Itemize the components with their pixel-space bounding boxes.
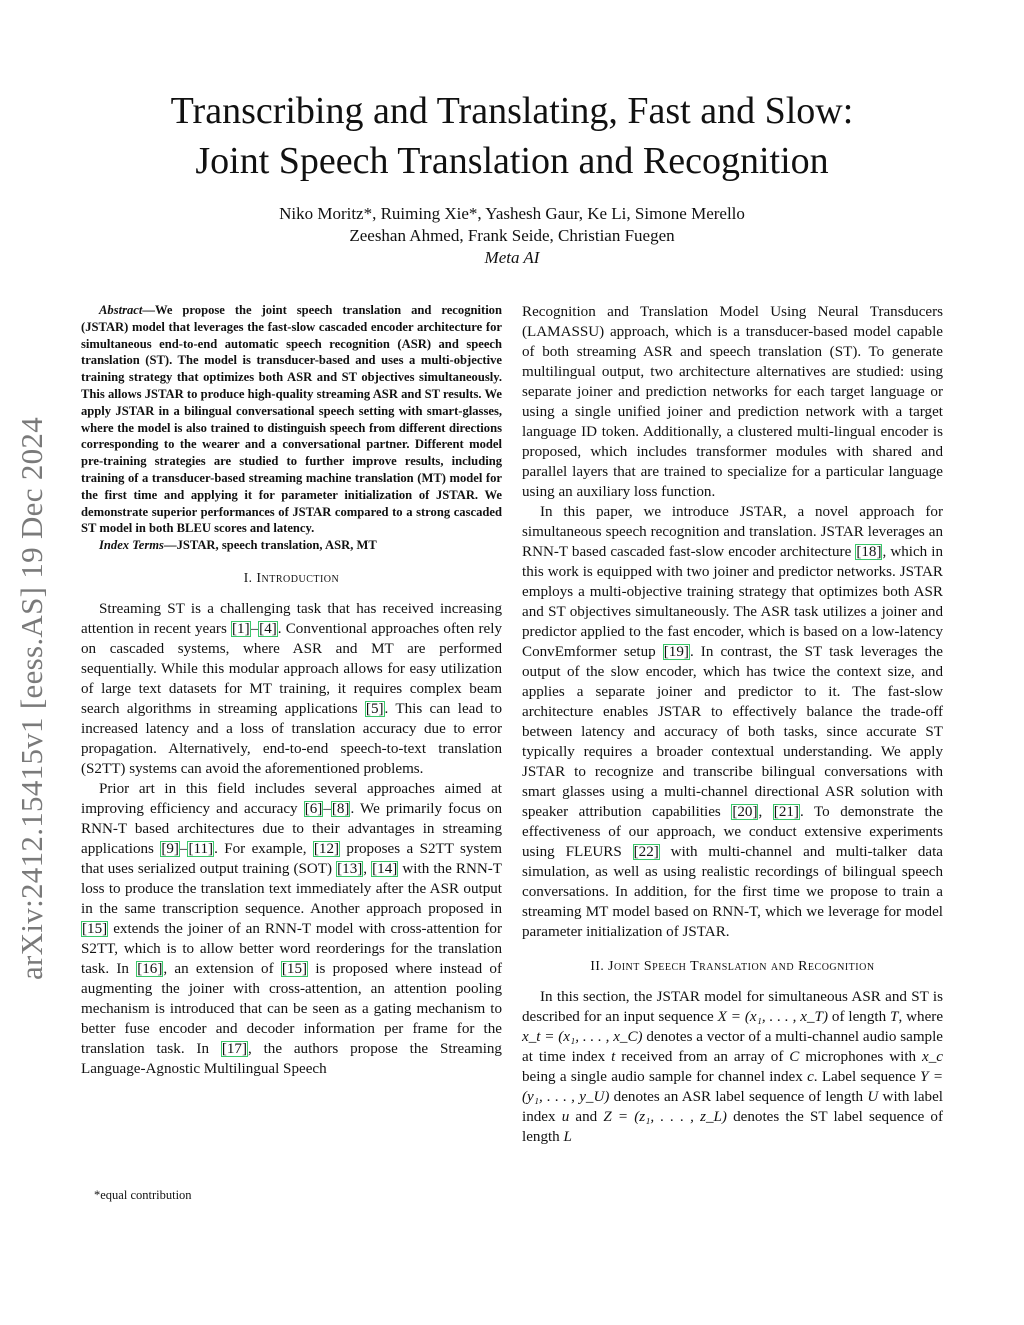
citation-link[interactable]: [13] <box>337 860 363 877</box>
math-inline: U <box>867 1089 879 1105</box>
math-inline: Z = (z₁, . . . , z_L) <box>603 1109 727 1125</box>
index-terms-text: —JSTAR, speech translation, ASR, MT <box>163 538 377 553</box>
citation-link[interactable]: [11] <box>188 840 214 857</box>
citation-link[interactable]: [22] <box>633 844 659 860</box>
authors-line-1: Niko Moritz*, Ruiming Xie*, Yashesh Gaur, Ke Li, Simone Merello <box>279 204 745 223</box>
citation-link[interactable]: [4] <box>259 620 277 637</box>
citation-link[interactable]: [12] <box>313 840 340 857</box>
citation-link[interactable]: [6] <box>304 800 323 817</box>
citation-link[interactable]: [20] <box>732 804 758 820</box>
abstract-lead: Abstract <box>99 303 143 317</box>
math-inline: t <box>611 1049 616 1065</box>
section2-paragraph-1: In this section, the JSTAR model for simultaneous ASR and ST is described for an input sequence X = (x₁, . . . , x_T) of length T, where x_t = (x₁, . . . , x_C) denotes a vector of a multi-channel audio sample at time index t received from an array of C microphones with x_c being a single audio sample for channel index c. Label sequence Y = (y₁, . . . , y_U) denotes an ASR label sequence of length U with label index u and Z = (z₁, . . . , z_L) denotes the ST label sequence of length L <box>522 989 944 1145</box>
math-inline: C <box>789 1049 800 1065</box>
citation-link[interactable]: [18] <box>856 544 882 560</box>
math-inline: x_t = (x₁, . . . , x_C) <box>522 1029 643 1045</box>
arxiv-side-stamp: arXiv:2412.15415v1 [eess.AS] 19 Dec 2024 <box>14 416 49 980</box>
left-column <box>81 302 502 1079</box>
citation-link[interactable]: [14] <box>372 860 398 877</box>
math-inline: c <box>807 1069 814 1085</box>
citation-link[interactable]: [15] <box>281 960 308 977</box>
math-inline: u <box>561 1109 570 1125</box>
abstract-text: —We propose the joint speech translation and recognition (JSTAR) model that leverages the fast-slow cascaded encoder architecture for simultaneous end-to-end automatic speech recognition (ASR) and speech translation (ST). The model is transducer-based and uses a multi-objective training strategy that optimizes both ASR and ST objectives simultaneously. This allows JSTAR to produce high-quality streaming ASR and ST results. We apply JSTAR in a bilingual conversational speech setting with smart-glasses, where the model is also trained to distinguish speech from different directions corresponding to the wearer and a conversational partner. Different model pre-training strategies are studied to further improve results, including training of a transducer-based streaming machine translation (MT) model for the first time and applying it for parameter initialization of JSTAR. We demonstrate superior performances of JSTAR compared to a strong cascaded ST model in both BLEU scores and latency. <box>81 303 502 536</box>
math-inline: T <box>890 1009 899 1025</box>
title-line-1: Transcribing and Translating, Fast and Slow: <box>170 90 854 132</box>
abstract <box>81 302 502 554</box>
affiliation: Meta AI <box>484 248 540 267</box>
section-heading-jstar: II. Joint Speech Translation and Recognition <box>590 958 875 974</box>
section-heading-introduction: I. Introduction <box>243 569 340 586</box>
citation-link[interactable]: [8] <box>331 800 350 817</box>
citation-link[interactable]: [19] <box>663 644 689 660</box>
paper-title <box>100 86 924 186</box>
math-inline: X = (x₁, . . . , x_T) <box>717 1009 828 1025</box>
citation-link[interactable]: [5] <box>365 700 384 717</box>
math-inline: L <box>563 1129 572 1145</box>
right-column <box>522 302 943 1147</box>
citation-link[interactable]: [17] <box>221 1040 247 1057</box>
authors-line-2: Zeeshan Ahmed, Frank Seide, Christian Fuegen <box>349 226 675 245</box>
intro-paragraph-2: Prior art in this field includes several approaches aimed at improving efficiency and accuracy [6]–[8]. We primarily focus on RNN-T based architectures due to their advantages in streaming applications [9]–[11]. For example, [12] proposes a S2TT system that uses serialized output training (SOT) [13], [14] with the RNN-T loss to produce the translation text immediately after the ASR output in the same transcription sequence. Another approach proposed in [15] extends the joiner of an RNN-T model with cross-attention for S2TT, which is to allow better word reorderings for the translation task. In [16], an extension of [15] is proposed where instead of augmenting the joiner with cross-attention, an attention pooling mechanism is introduced that can be seen as a gating mechanism to better fuse encoder and decoder information per frame for the translation task. In [17], the authors propose the Streaming Language-Agnostic Multilingual Speech <box>81 780 502 1077</box>
citation-link[interactable]: [15] <box>82 920 108 937</box>
intro-paragraph-1: Streaming ST is a challenging task that has received increasing attention in recent years [1]–[4]. Conventional approaches often rely on cascaded systems, where ASR and MT are performed sequentially. While this modular approach allows for easy utilization of large text datasets for MT training, it requires complex beam search algorithms in streaming applications [5]. This can lead to increased latency and a loss of translation accuracy due to error propagation. Alternatively, end-to-end speech-to-text translation (S2TT) systems can avoid the aforementioned problems. <box>81 600 502 777</box>
citation-link[interactable]: [21] <box>773 804 799 820</box>
citation-link[interactable]: [9] <box>161 840 179 857</box>
footnote: *equal contribution <box>94 1188 192 1202</box>
title-line-2: Joint Speech Translation and Recognition <box>195 140 829 182</box>
intro-paragraph-4: In this paper, we introduce JSTAR, a novel approach for simultaneous speech recognition and translation. JSTAR leverages an RNN-T based cascaded fast-slow encoder architecture [18], which in this work is equipped with two joiner and predictor networks. JSTAR employs a multi-objective training strategy that optimizes both ASR and ST objectives simultaneously. The ASR task utilizes a joiner and predictor applied to the fast encoder, which is based on a low-latency ConvEmformer setup [19]. In contrast, the ST task leverages the output of the slow encoder, which has twice the context size, and applies a separate joiner and predictor to it. The fast-slow architecture enables JSTAR to effectively balance the trade-off between latency and accuracy of both tasks, since accurate ST typically requires a broader contextual understanding. We apply JSTAR to recognize and transcribe bilingual conversations with smart glasses using a multi-channel directional ASR solution with speaker attribution capabilities [20], [21]. To demonstrate the effectiveness of our approach, we conduct extensive experiments using FLEURS [22] with multi-channel and multi-talker data simulation, as well as using realistic recordings of bilingual speech conversations. In addition, for the first time we propose to train a streaming MT model based on RNN-T, which we leverage for model parameter initialization of JSTAR. <box>522 504 944 940</box>
math-inline: x_c <box>922 1049 943 1065</box>
math-inline: Y = (y₁, . . . , y_U) <box>522 1069 944 1105</box>
intro-paragraph-3: Recognition and Translation Model Using Neural Transducers (LAMASSU) approach, which is a transducer-based model capable of both streaming ASR and speech translation (ST). To generate multilingual output, two architecture alternatives are studied: using separate joiner and prediction networks for each target language or using a single unified joiner and prediction network with a target language ID token. Additionally, a clustered multi-lingual encoder is proposed, which includes transformer modules with shared and parallel layers that are trained to specialize for a particular language using an auxiliary loss function. <box>522 304 943 500</box>
citation-link[interactable]: [16] <box>137 960 163 977</box>
citation-link[interactable]: [1] <box>232 620 250 637</box>
author-block <box>100 203 924 269</box>
index-terms-lead: Index Terms <box>99 538 164 553</box>
